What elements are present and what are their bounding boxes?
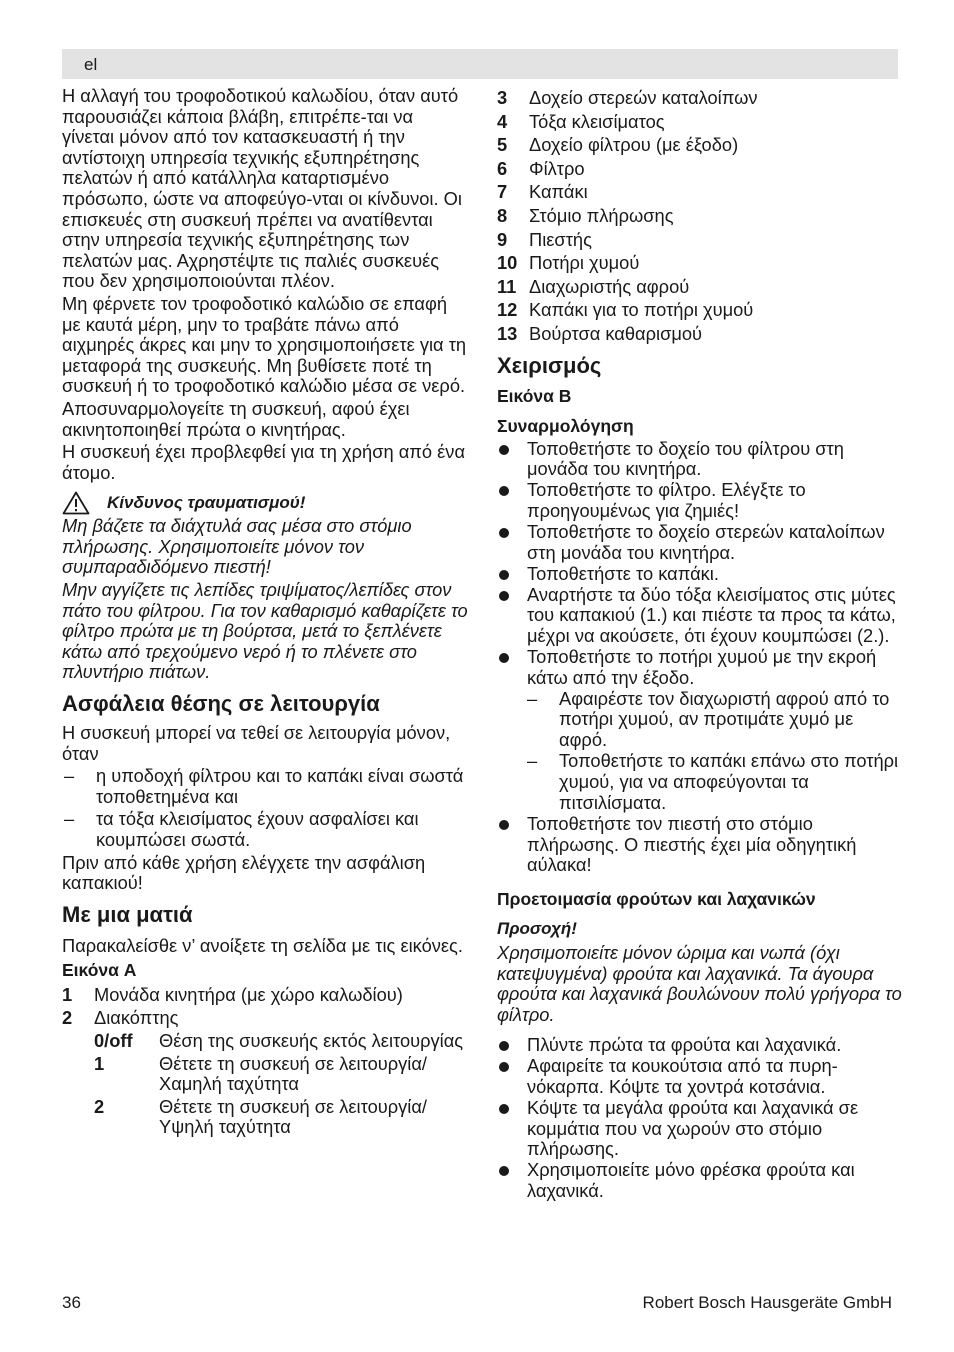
heading-operation: Χειρισμός <box>497 352 602 378</box>
safety-outro: Πριν από κάθε χρήση ελέγχετε την ασφάλιση καπακιού! <box>62 851 426 894</box>
safety-item: – η υποδοχή φίλτρου και το καπάκι είναι σωστά τοποθετημένα και <box>64 765 464 807</box>
part-item: 7 Καπάκι <box>497 181 588 203</box>
part-item: 11 Διαχωριστής αφρού <box>497 275 690 297</box>
assembly-step: Τοποθετήστε το φίλτρο. Ελέγξτε το προηγουμένως για ζημιές! <box>497 480 902 521</box>
part-item: 9 Πιεστής <box>497 228 592 250</box>
assembly-substep: – Τοποθετήστε το καπάκι επάνω στο ποτήρι χυμού, για να αποφεύγονται τα πιτσιλίσματα. <box>527 750 899 813</box>
caution-title: Προσοχή! <box>497 919 577 938</box>
assembly-step: Τοποθετήστε το δοχείο στερεών καταλοίπων στη μονάδα του κινητήρα. <box>497 522 902 563</box>
company-name: Robert Bosch Hausgeräte GmbH <box>642 1293 892 1312</box>
paragraph-cord-replacement: Η αλλαγή του τροφοδοτικού καλωδίου, όταν αυτό παρουσιάζει κάποια βλάβη, επιτρέπε-ται να γίνεται μόνον από τον κατασκευαστή ή την αντίστοιχη υπηρεσία τεχνικής εξυπηρέτησης πελατών ή από κατάλληλα καταρτισμένο πρόσωπο, ώστε να αποφεύγο-νται οι κίνδυνοι. Οι επισκευές στη συσκευή πρέπει να ανατίθενται στην υπηρεσία τεχνικής εξυπηρέτησης των πελατών μας. Αχρηστέψτε τις παλιές συσκευές που δεν χρησιμοποιούνται πλέον. <box>62 85 462 292</box>
assembly-substep: – Αφαιρέστε τον διαχωριστή αφρού από το ποτήρι χυμού, αν προτιμάτε χυμό με αφρό. <box>527 687 890 750</box>
paragraph-cord-handling: Μη φέρνετε τον τροφοδοτικό καλώδιο σε επαφή με καυτά μέρη, μην το τραβάτε πάνω από αιχμηρές άκρες και μην το χρησιμοποιήσετε για τη μεταφορά της συσκευής. Μη βυθίσετε ποτέ τη συσκευή ή το τροφοδοτικό καλώδιο μέσα σε νερό. <box>62 292 467 397</box>
heading-at-a-glance: Με μια ματιά <box>62 901 193 927</box>
heading-preparation: Προετοιμασία φρούτων και λαχανικών <box>497 889 816 909</box>
figure-b-label: Εικόνα B <box>497 385 572 406</box>
switch-position: 2 Θέτετε τη συσκευή σε λειτουργία/ Υψηλή ταχύτητα <box>94 1095 427 1138</box>
right-column <box>497 86 902 1202</box>
warning-text-1: Μη βάζετε τα διάχτυλά σας μέσα στο στόμιο πλήρωσης. Χρησιμοποιείτε μόνον τον συμπαραδιδόμενο πιεστή! <box>62 515 412 578</box>
prep-step: Αφαιρείτε τα κουκούτσια από τα πυρη-νόκαρπα. Κόψτε τα χοντρά κοτσάνια. <box>497 1056 902 1097</box>
left-column <box>62 86 468 1140</box>
safety-item: – τα τόξα κλεισίματος έχουν ασφαλίσει και κουμπώσει σωστά. <box>64 808 419 850</box>
warning-header <box>62 491 468 515</box>
assembly-step: Τοποθετήστε τον πιεστή στο στόμιο πλήρωσης. Ο πιεστής έχει μία οδηγητική αύλακα! <box>497 814 902 876</box>
warning-text-2: Μην αγγίζετε τις λεπίδες τριψίματος/λεπίδες στον πάτο του φίλτρου. Για τον καθαρισμό καθαρίζετε το φίλτρο πρώτα με τη βούρτσα, μετά το ξεπλένετε κάτω από τρεχούμενο νερό ή το πλένετε στο πλυντήριο πιάτων. <box>62 579 468 683</box>
switch-position: 0/off Θέση της συσκευής εκτός λειτουργίας <box>94 1029 464 1051</box>
assembly-step: Τοποθετήστε το δοχείο του φίλτρου στη μονάδα του κινητήρα. <box>497 439 902 480</box>
part-item: 2 Διακόπτης <box>62 1007 179 1029</box>
language-bar <box>62 49 898 79</box>
glance-intro: Παρακαλείσθε ν’ ανοίξετε τη σελίδα με τις εικόνες. <box>62 934 463 956</box>
part-item: 10 Ποτήρι χυμού <box>497 252 640 274</box>
page-number: 36 <box>62 1293 81 1312</box>
figure-a-label: Εικόνα A <box>62 959 137 980</box>
part-item: 12 Καπάκι για το ποτήρι χυμού <box>497 299 754 321</box>
heading-assembly: Συναρμολόγηση <box>497 415 634 436</box>
part-item: 1 Μονάδα κινητήρα (με χώρο καλωδίου) <box>62 983 403 1005</box>
part-item: 6 Φίλτρο <box>497 157 585 179</box>
paragraph-single-user: Η συσκευή έχει προβλεφθεί για τη χρήση από ένα άτομο. <box>62 441 466 483</box>
language-code: el <box>84 55 98 74</box>
caution-text: Χρησιμοποιείτε μόνον ώριμα και νωπά (όχι κατεψυγμένα) φρούτα και λαχανικά. Τα άγουρα φρούτα και λαχανικά βουλώνουν πολύ γρήγορα το φίλτρο. <box>497 942 902 1025</box>
part-item: 8 Στόμιο πλήρωσης <box>497 204 674 226</box>
switch-position: 1 Θέτετε τη συσκευή σε λειτουργία/ Χαμηλή ταχύτητα <box>94 1052 427 1095</box>
prep-step: Χρησιμοποιείτε μόνο φρέσκα φρούτα και λαχανικά. <box>497 1160 902 1201</box>
part-item: 13 Βούρτσα καθαρισμού <box>497 322 703 344</box>
assembly-step: Αναρτήστε τα δύο τόξα κλεισίματος στις μύτες του καπακιού (1.) και πιέστε τα προς τα κάτω, μέχρι να ακούσετε, ότι έχουν κουμπώσει (2.). <box>497 585 902 647</box>
part-item: 4 Τόξα κλεισίματος <box>497 110 665 132</box>
assembly-step: Τοποθετήστε το ποτήρι χυμού με την εκροή κάτω από την έξοδο. <box>497 647 902 688</box>
safety-intro: Η συσκευή μπορεί να τεθεί σε λειτουργία μόνον, όταν <box>62 722 451 764</box>
assembly-step: Τοποθετήστε το καπάκι. <box>497 564 902 585</box>
part-item: 3 Δοχείο στερεών καταλοίπων <box>497 87 758 108</box>
prep-step: Κόψτε τα μεγάλα φρούτα και λαχανικά σε κομμάτια που να χωρούν στο στόμιο πλήρωσης. <box>497 1098 902 1160</box>
prep-step: Πλύντε πρώτα τα φρούτα και λαχανικά. <box>497 1035 902 1056</box>
paragraph-disassembly: Αποσυναρμολογείτε τη συσκευή, αφού έχει ακινητοποιηθεί πρώτα ο κινητήρας. <box>62 397 410 440</box>
warning-title: Κίνδυνος τραυματισμού! <box>107 493 306 513</box>
warning-triangle-icon <box>62 491 90 515</box>
part-item: 5 Δοχείο φίλτρου (με έξοδο) <box>497 134 739 156</box>
heading-safety: Ασφάλεια θέσης σε λειτουργία <box>62 691 380 717</box>
